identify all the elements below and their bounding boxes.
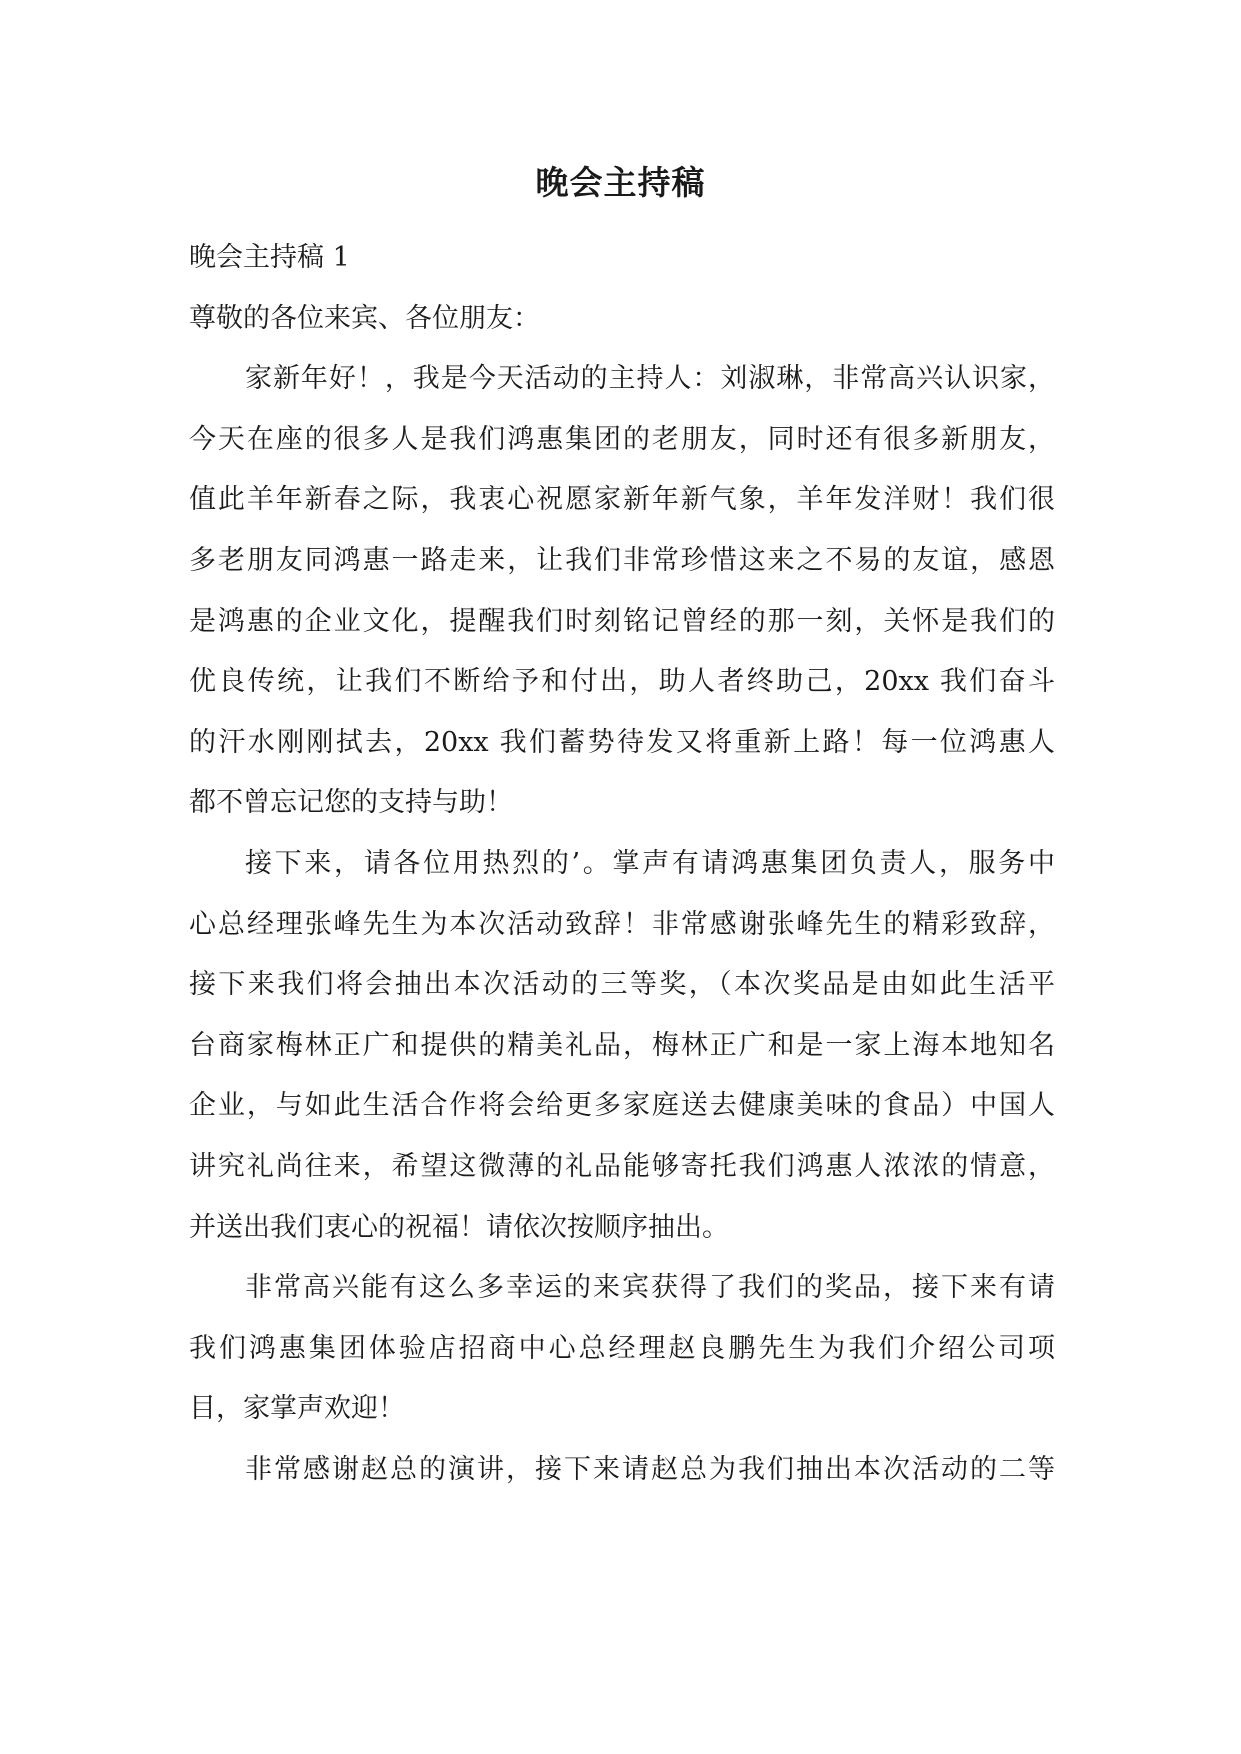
subtitle-line: 晚会主持稿 1 (189, 242, 350, 273)
paragraph-line: 讲究礼尚往来，希望这微薄的礼品能够寄托我们鸿惠人浓浓的情意， (189, 1150, 1055, 1182)
paragraph-line: 接下来，请各位用热烈的’。掌声有请鸿惠集团负责人，服务中 (245, 847, 1055, 879)
document-body (189, 228, 1055, 1500)
salutation-line: 尊敬的各位来宾、各位朋友： (189, 302, 540, 334)
paragraph-line: 我们鸿惠集团体验店招商中心总经理赵良鹏先生为我们介绍公司项 (189, 1332, 1055, 1364)
paragraph-line: 的汗水刚刚拭去，20xx 我们蓄势待发又将重新上路！每一位鸿惠人 (189, 726, 1055, 758)
paragraph-line: 企业，与如此生活合作将会给更多家庭送去健康美味的食品）中国人 (189, 1090, 1055, 1122)
paragraph-line: 接下来我们将会抽出本次活动的三等奖，（本次奖品是由如此生活平 (189, 969, 1055, 1001)
paragraph-line: 今天在座的很多人是我们鸿惠集团的老朋友，同时还有很多新朋友， (189, 423, 1055, 455)
paragraph-line: 优良传统，让我们不断给予和付出，助人者终助己，20xx 我们奋斗 (189, 666, 1055, 698)
document-title: 晚会主持稿 (535, 163, 706, 202)
paragraph-line: 是鸿惠的企业文化，提醒我们时刻铭记曾经的那一刻，关怀是我们的 (189, 605, 1055, 637)
paragraph-line: 多老朋友同鸿惠一路走来，让我们非常珍惜这来之不易的友谊，感恩 (189, 544, 1055, 576)
paragraph-line: 心总经理张峰先生为本次活动致辞！非常感谢张峰先生的精彩致辞， (189, 908, 1055, 940)
paragraph-line: 非常高兴能有这么多幸运的来宾获得了我们的奖品，接下来有请 (245, 1272, 1055, 1304)
paragraph-line: 都不曾忘记您的支持与助！ (189, 787, 513, 819)
paragraph-line: 家新年好！，我是今天活动的主持人：刘淑琳，非常高兴认识家， (245, 363, 1055, 395)
paragraph-line: 非常感谢赵总的演讲，接下来请赵总为我们抽出本次活动的二等 (245, 1453, 1055, 1485)
paragraph-line: 目，家掌声欢迎！ (189, 1393, 405, 1425)
paragraph-line: 并送出我们衷心的祝福！请依次按顺序抽出。 (189, 1211, 729, 1243)
paragraph-line: 台商家梅林正广和提供的精美礼品，梅林正广和是一家上海本地知名 (189, 1029, 1055, 1061)
paragraph-line: 值此羊年新春之际，我衷心祝愿家新年新气象，羊年发洋财！我们很 (189, 484, 1055, 516)
